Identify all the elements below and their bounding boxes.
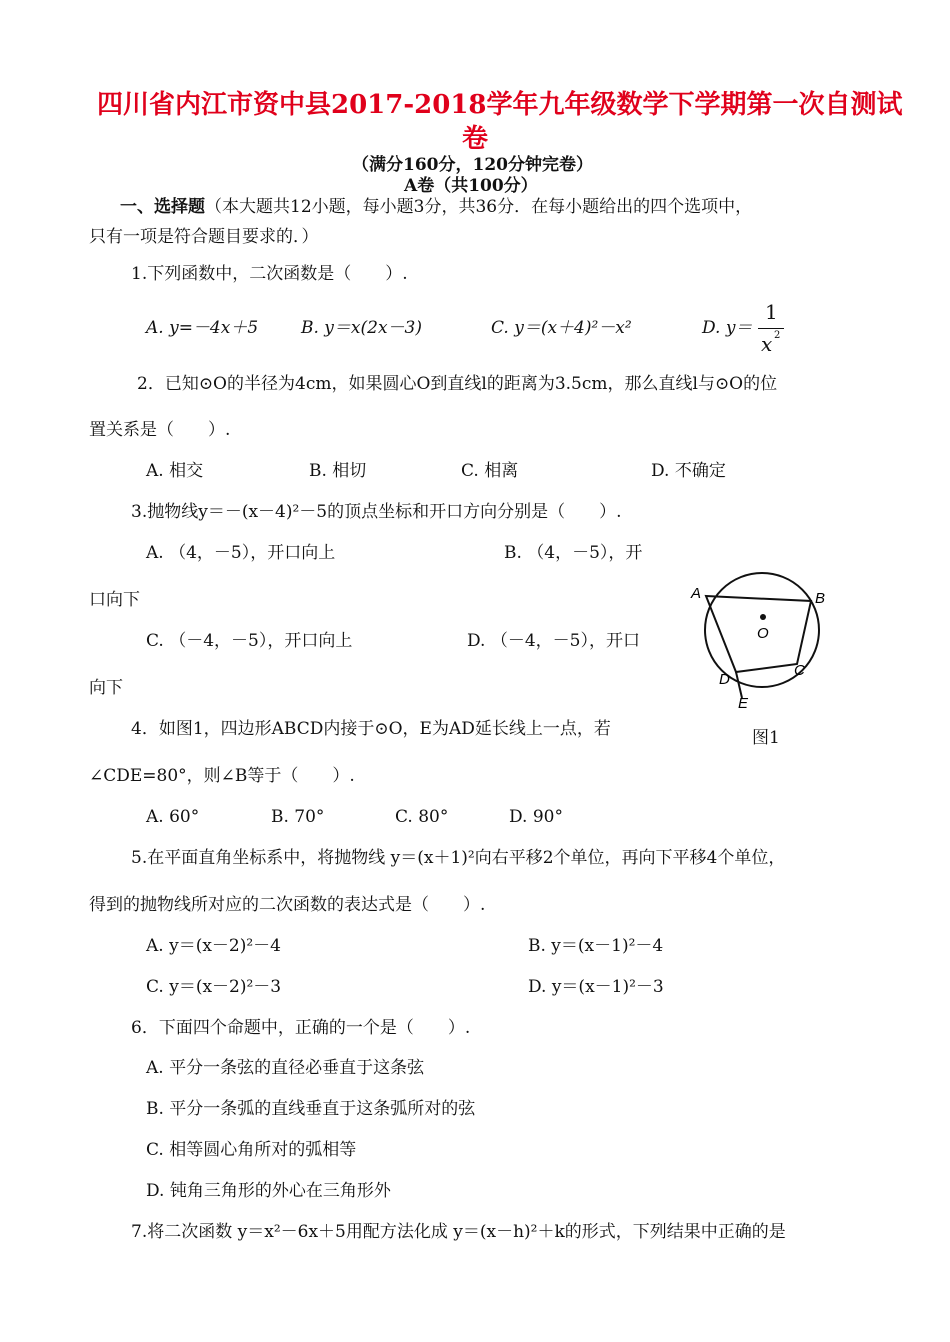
q1-option-d: D. y＝: [702, 318, 753, 338]
doc-subtitle: （满分160分，120分钟完卷）: [352, 155, 593, 175]
part1-line: [120, 199, 752, 216]
q4-option-d: D. 90°: [509, 807, 563, 827]
part1-heading: 一、选择题: [120, 197, 205, 217]
q6-option-b: B. 平分一条弧的直线垂直于这条弧所对的弦: [146, 1099, 476, 1119]
q3-option-d-cont: 向下: [89, 678, 123, 698]
q3-option-c: C. （－4，－5），开口向上: [146, 631, 353, 651]
section-a-heading: A卷（共100分）: [404, 176, 538, 196]
q1-option-b: B. y＝x(2x－3): [301, 318, 422, 338]
q4-option-c: C. 80°: [395, 807, 449, 827]
part1-intro2: 只有一项是符合题目要求的．）: [89, 227, 319, 247]
q4-stem-line2: ∠CDE=80°，则∠B等于（ ）.: [89, 766, 355, 786]
q5-option-b: B. y＝(x－1)²－4: [528, 936, 664, 956]
q2-stem-line2: 置关系是（ ）.: [89, 420, 231, 440]
label-c: C: [794, 662, 805, 679]
label-e: E: [738, 695, 749, 712]
q2-option-c: C. 相离: [461, 461, 519, 481]
q2-option-a: A. 相交: [146, 461, 204, 481]
q4-option-b: B. 70°: [271, 807, 325, 827]
label-b: B: [815, 590, 826, 607]
q5-option-d: D. y＝(x－1)²－3: [528, 977, 664, 997]
q2-stem-line1: 2．已知⊙O的半径为4cm，如果圆心O到直线l的距离为3.5cm，那么直线l与⊙O的位: [137, 374, 778, 394]
q3-option-b-cont: 口向下: [89, 590, 140, 610]
q1-option-c: C. y＝(x＋4)²－x²: [491, 318, 632, 338]
label-a: A: [691, 585, 702, 602]
q2-option-d: D. 不确定: [651, 461, 726, 481]
q3-option-d: D. （－4，－5），开口: [467, 631, 640, 651]
q3-option-b: B. （4，－5），开: [504, 543, 643, 563]
figure-1-diagram: [680, 560, 850, 720]
q1-stem: 1.下列函数中，二次函数是（ ）.: [131, 264, 408, 284]
q3-stem: 3.抛物线y＝－(x－4)²－5的顶点坐标和开口方向分别是（ ）.: [131, 502, 622, 522]
doc-title-line2: 卷: [462, 124, 489, 154]
label-o: O: [757, 625, 769, 642]
q1-option-d-exponent: 2: [774, 330, 781, 341]
q6-option-a: A. 平分一条弦的直径必垂直于这条弦: [146, 1058, 425, 1078]
q1-option-d-numerator: 1: [765, 300, 778, 324]
q4-stem-line1: 4．如图1，四边形ABCD内接于⊙O，E为AD延长线上一点，若: [131, 719, 611, 739]
q5-stem-line2: 得到的抛物线所对应的二次函数的表达式是（ ）.: [89, 895, 486, 915]
q7-stem: 7.将二次函数 y＝x²－6x＋5用配方法化成 y＝(x－h)²＋k的形式，下列结果中正确的是: [131, 1222, 786, 1242]
q2-option-b: B. 相切: [309, 461, 367, 481]
q6-option-c: C. 相等圆心角所对的弧相等: [146, 1140, 357, 1160]
q5-option-a: A. y＝(x－2)²－4: [146, 936, 281, 956]
part1-intro: （本大题共12小题，每小题3分，共36分．在每小题给出的四个选项中，: [205, 197, 753, 217]
q1-option-d-denominator: x: [761, 332, 773, 356]
q4-option-a: A. 60°: [146, 807, 200, 827]
q3-option-a: A. （4，－5），开口向上: [146, 543, 336, 563]
q6-option-d: D. 钝角三角形的外心在三角形外: [146, 1181, 391, 1201]
doc-title-line1: 四川省内江市资中县2017-2018学年九年级数学下学期第一次自测试: [97, 90, 903, 120]
q5-stem-line1: 5.在平面直角坐标系中，将抛物线 y＝(x＋1)²向右平移2个单位，再向下平移4个单位，: [131, 848, 786, 868]
label-d: D: [719, 671, 730, 688]
q1-option-a: A. y=－4x＋5: [146, 318, 259, 338]
center-point-o: [760, 614, 766, 620]
figure-1-caption: 图1: [752, 728, 780, 748]
q5-option-c: C. y＝(x－2)²－3: [146, 977, 282, 997]
q1-option-d-fraction-bar: [758, 328, 784, 329]
q6-stem: 6．下面四个命题中，正确的一个是（ ）.: [131, 1018, 471, 1038]
